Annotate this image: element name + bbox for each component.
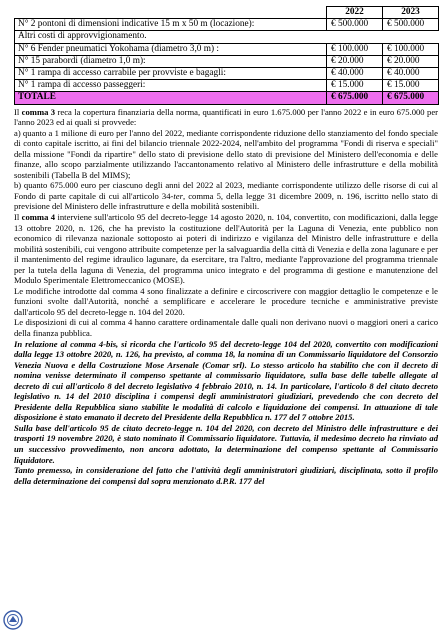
value-2023: € 100.000: [383, 43, 439, 55]
total-row: [15, 92, 439, 104]
paragraph-tanto-premesso: Tanto premesso, in considerazione del fatto che l'attività degli amministratori giudiziari, disciplinata, sotto il profilo della determinazione dei compensi dal sopra menzionato d.P.R. 177 del: [14, 465, 438, 486]
paragraph-comma-3: Il comma 3 reca la copertura finanziaria della norma, quantificati in euro 1.675.000 per l'anno 2022 e in euro 675.000 per l'anno 2023 ed ai quali si provvede:: [14, 106, 438, 128]
row-description: N° 15 parabordi (diametro 1,0 m):: [15, 55, 327, 67]
value-2023: € 40.000: [383, 67, 439, 79]
body-text: [14, 107, 438, 487]
row-description: N° 6 Fender pneumatici Yokohama (diametro 3,0 m) :: [15, 43, 327, 55]
table-row: [15, 80, 439, 92]
total-label: TOTALE: [15, 92, 327, 104]
paragraph-comma-4-bis: In relazione al comma 4-bis, si ricorda che l'articolo 95 del decreto-legge 104 del 2020, convertito con modificazioni dalla legge 13 ottobre 2020, n. 126, ha previsto, al comma 18, la nomina di un Commissario liquidatore del Consorzio Venezia Nuova e della Costruzione Mose Arsenale (Comar srl). Lo stesso articolo ha stabilito che con il decreto di nomina venisse determinato il compenso spettante al commissario liquidatore, sulla base delle tabelle allegate al decreto di cui all'articolo 8 del decreto legislativo 4 febbraio 2010, n. 14. In particolare, l'articolo 8 del citato decreto legislativo n. 14 del 2010 disciplina i compensi degli amministratori giudiziari, prevedendo che con decreto del Presidente della Repubblica siano stabilite le modalità di calcolo e liquidazione dei compensi. In attuazione di tale disposizione è stato emanato il decreto del Presidente della Repubblica n. 177 del 7 ottobre 2015.: [14, 338, 438, 423]
value-2022: € 40.000: [327, 67, 383, 79]
table-row: [15, 43, 439, 55]
table-row: [15, 67, 439, 79]
cost-table: [14, 6, 439, 105]
value-2022: € 15.000: [327, 80, 383, 92]
paragraph-disposizioni: Le disposizioni di cui al comma 4 hanno carattere ordinamentale dalle quali non derivano nuovi o maggiori oneri a carico della finanza pubblica.: [14, 317, 438, 338]
value-2022: € 500.000: [327, 19, 383, 31]
row-description: N° 2 pontoni di dimensioni indicative 15 m x 50 m (locazione):: [15, 19, 327, 31]
document-page: [14, 6, 438, 486]
value-2023: € 20.000: [383, 55, 439, 67]
table-header-row: [15, 7, 439, 19]
total-2023: € 675.000: [383, 92, 439, 104]
value-2022: € 20.000: [327, 55, 383, 67]
paragraph-modifiche: Le modifiche introdotte dal comma 4 sono finalizzate a definire e circoscrivere con maggior dettaglio le competenze e le funzioni svolte dall'Autorità, nonché a semplificare e accelerare le procedure tecniche e amministrative previste dall'articolo 95 del decreto-legge n. 104 del 2020.: [14, 285, 438, 317]
paragraph-point-b: b) quanto 675.000 euro per ciascuno degli anni del 2022 al 2023, mediante corrispondente utilizzo delle risorse di cui al Fondo di parte capitale di cui all'articolo 34-ter, comma 5, della legge 31 dicembre 2009, n. 196, iscritto nello stato di previsione del Ministero delle infrastrutture e della mobilità sostenibili.: [14, 180, 439, 212]
table-row: [15, 55, 439, 67]
year-header: 2022: [327, 7, 383, 19]
table-row: [15, 19, 439, 31]
year-header: 2023: [383, 7, 439, 19]
row-description: Altri costi di approvvigionamento.: [15, 31, 439, 43]
table-row: [15, 31, 439, 43]
value-2023: € 15.000: [383, 80, 439, 92]
paragraph-point-a: a) quanto a 1 milione di euro per l'anno del 2022, mediante corrispondente riduzione dello stanziamento del fondo speciale di conto capitale iscritto, ai fini del bilancio triennale 2022-2024, nell'ambito del programma "Fondi di riserva e speciali" della missione "Fondi da ripartire" dello stato di previsione dello stato di previsione del Ministero dell'economia e delle finanze, allo scopo parzialmente utilizzando l'accantonamento relativo al Ministero delle infrastrutture e della mobilità sostenibili (Tabella B del MIMS);: [14, 127, 438, 180]
value-2022: € 100.000: [327, 43, 383, 55]
row-description: N° 1 rampa di accesso passeggeri:: [15, 80, 327, 92]
total-2022: € 675.000: [327, 92, 383, 104]
value-2023: € 500.000: [383, 19, 439, 31]
paragraph-decreto-ministro: Sulla base dell'articolo 95 de citato decreto-legge n. 104 del 2020, con decreto del Ministro delle infrastrutture e dei trasporti 19 novembre 2020, è stato nominato il Commissario liquidatore. Tuttavia, il medesimo decreto ha rinviato ad un successivo provvedimento, non ancora adottato, la determinazione del compenso spettante al Commissario liquidatore.: [14, 422, 438, 465]
row-description: N° 1 rampa di accesso carrabile per provviste e bagagli:: [15, 67, 327, 79]
emblem-icon: [3, 610, 23, 630]
paragraph-comma-4: Il comma 4 interviene sull'articolo 95 del decreto-legge 14 agosto 2020, n. 104, convertito, con modificazioni, dalla legge 13 ottobre 2020, n. 126, che ha previsto la costituzione dell'Autorità per la Laguna di Venezia, ente pubblico non economico di rilevanza nazionale sottoposto ai poteri di indirizzo e vigilanza del Ministro delle infrastrutture e della mobilità sostenibili, cui vengono attribuite competenze per la salvaguardia della città di Venezia e della zona lagunare e per il mantenimento del regime idraulico lagunare, da esercitare, tra l'altro, mediante l'approvazione del programma triennale per la tutela della laguna di Venezia, del programma unico integrato e del programma di gestione e manutenzione del Modulo Sperimentale Elettromeccanico (MOSE).: [14, 211, 438, 286]
